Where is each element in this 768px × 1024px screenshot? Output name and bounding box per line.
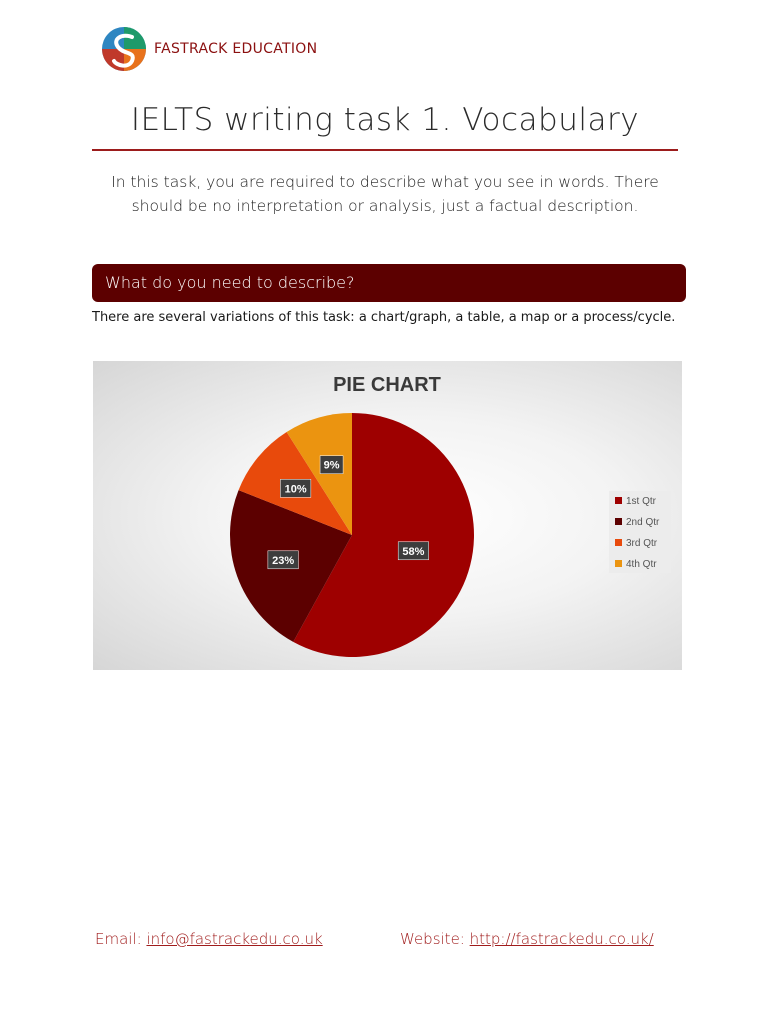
data-label-1: [398, 542, 429, 560]
website-label: Website:: [400, 930, 465, 948]
footer-email: [95, 930, 323, 948]
pie-chart-panel: [93, 361, 682, 670]
legend-swatch-1: [615, 497, 622, 504]
data-label-2: [268, 551, 299, 569]
svg-text:58%: 58%: [402, 545, 425, 558]
legend-label-3: 3rd Qtr: [626, 538, 658, 549]
page-title: IELTS writing task 1. Vocabulary: [130, 102, 640, 138]
legend-label-4: 4th Qtr: [626, 559, 657, 570]
section-heading-bar: [92, 264, 686, 302]
svg-text:9%: 9%: [323, 459, 340, 472]
legend-label-2: 2nd Qtr: [626, 517, 660, 528]
legend-label-1: 1st Qtr: [626, 496, 657, 507]
email-label: Email:: [95, 930, 142, 948]
data-label-3: [280, 479, 311, 497]
svg-text:23%: 23%: [272, 554, 295, 567]
swirl-s-logo-icon: [100, 25, 148, 73]
legend-swatch-3: [615, 539, 622, 546]
variations-paragraph: There are several variations of this task: a chart/graph, a table, a map or a process/cycle.: [92, 310, 676, 325]
website-link[interactable]: http://fastrackedu.co.uk/: [469, 930, 654, 948]
footer-website: [400, 930, 654, 948]
chart-title: PIE CHART: [333, 374, 441, 396]
pie-chart: [93, 361, 682, 670]
svg-text:10%: 10%: [284, 483, 307, 496]
brand-name: FASTRACK EDUCATION: [154, 41, 318, 57]
data-label-4: [320, 456, 343, 474]
legend-swatch-4: [615, 560, 622, 567]
legend-swatch-2: [615, 518, 622, 525]
email-link[interactable]: info@fastrackedu.co.uk: [146, 930, 323, 948]
title-divider: [92, 149, 678, 151]
intro-paragraph: In this task, you are required to describe what you see in words. There should be no interpretation or analysis, just a factual description.: [111, 173, 659, 215]
section-heading: What do you need to describe?: [105, 273, 355, 292]
